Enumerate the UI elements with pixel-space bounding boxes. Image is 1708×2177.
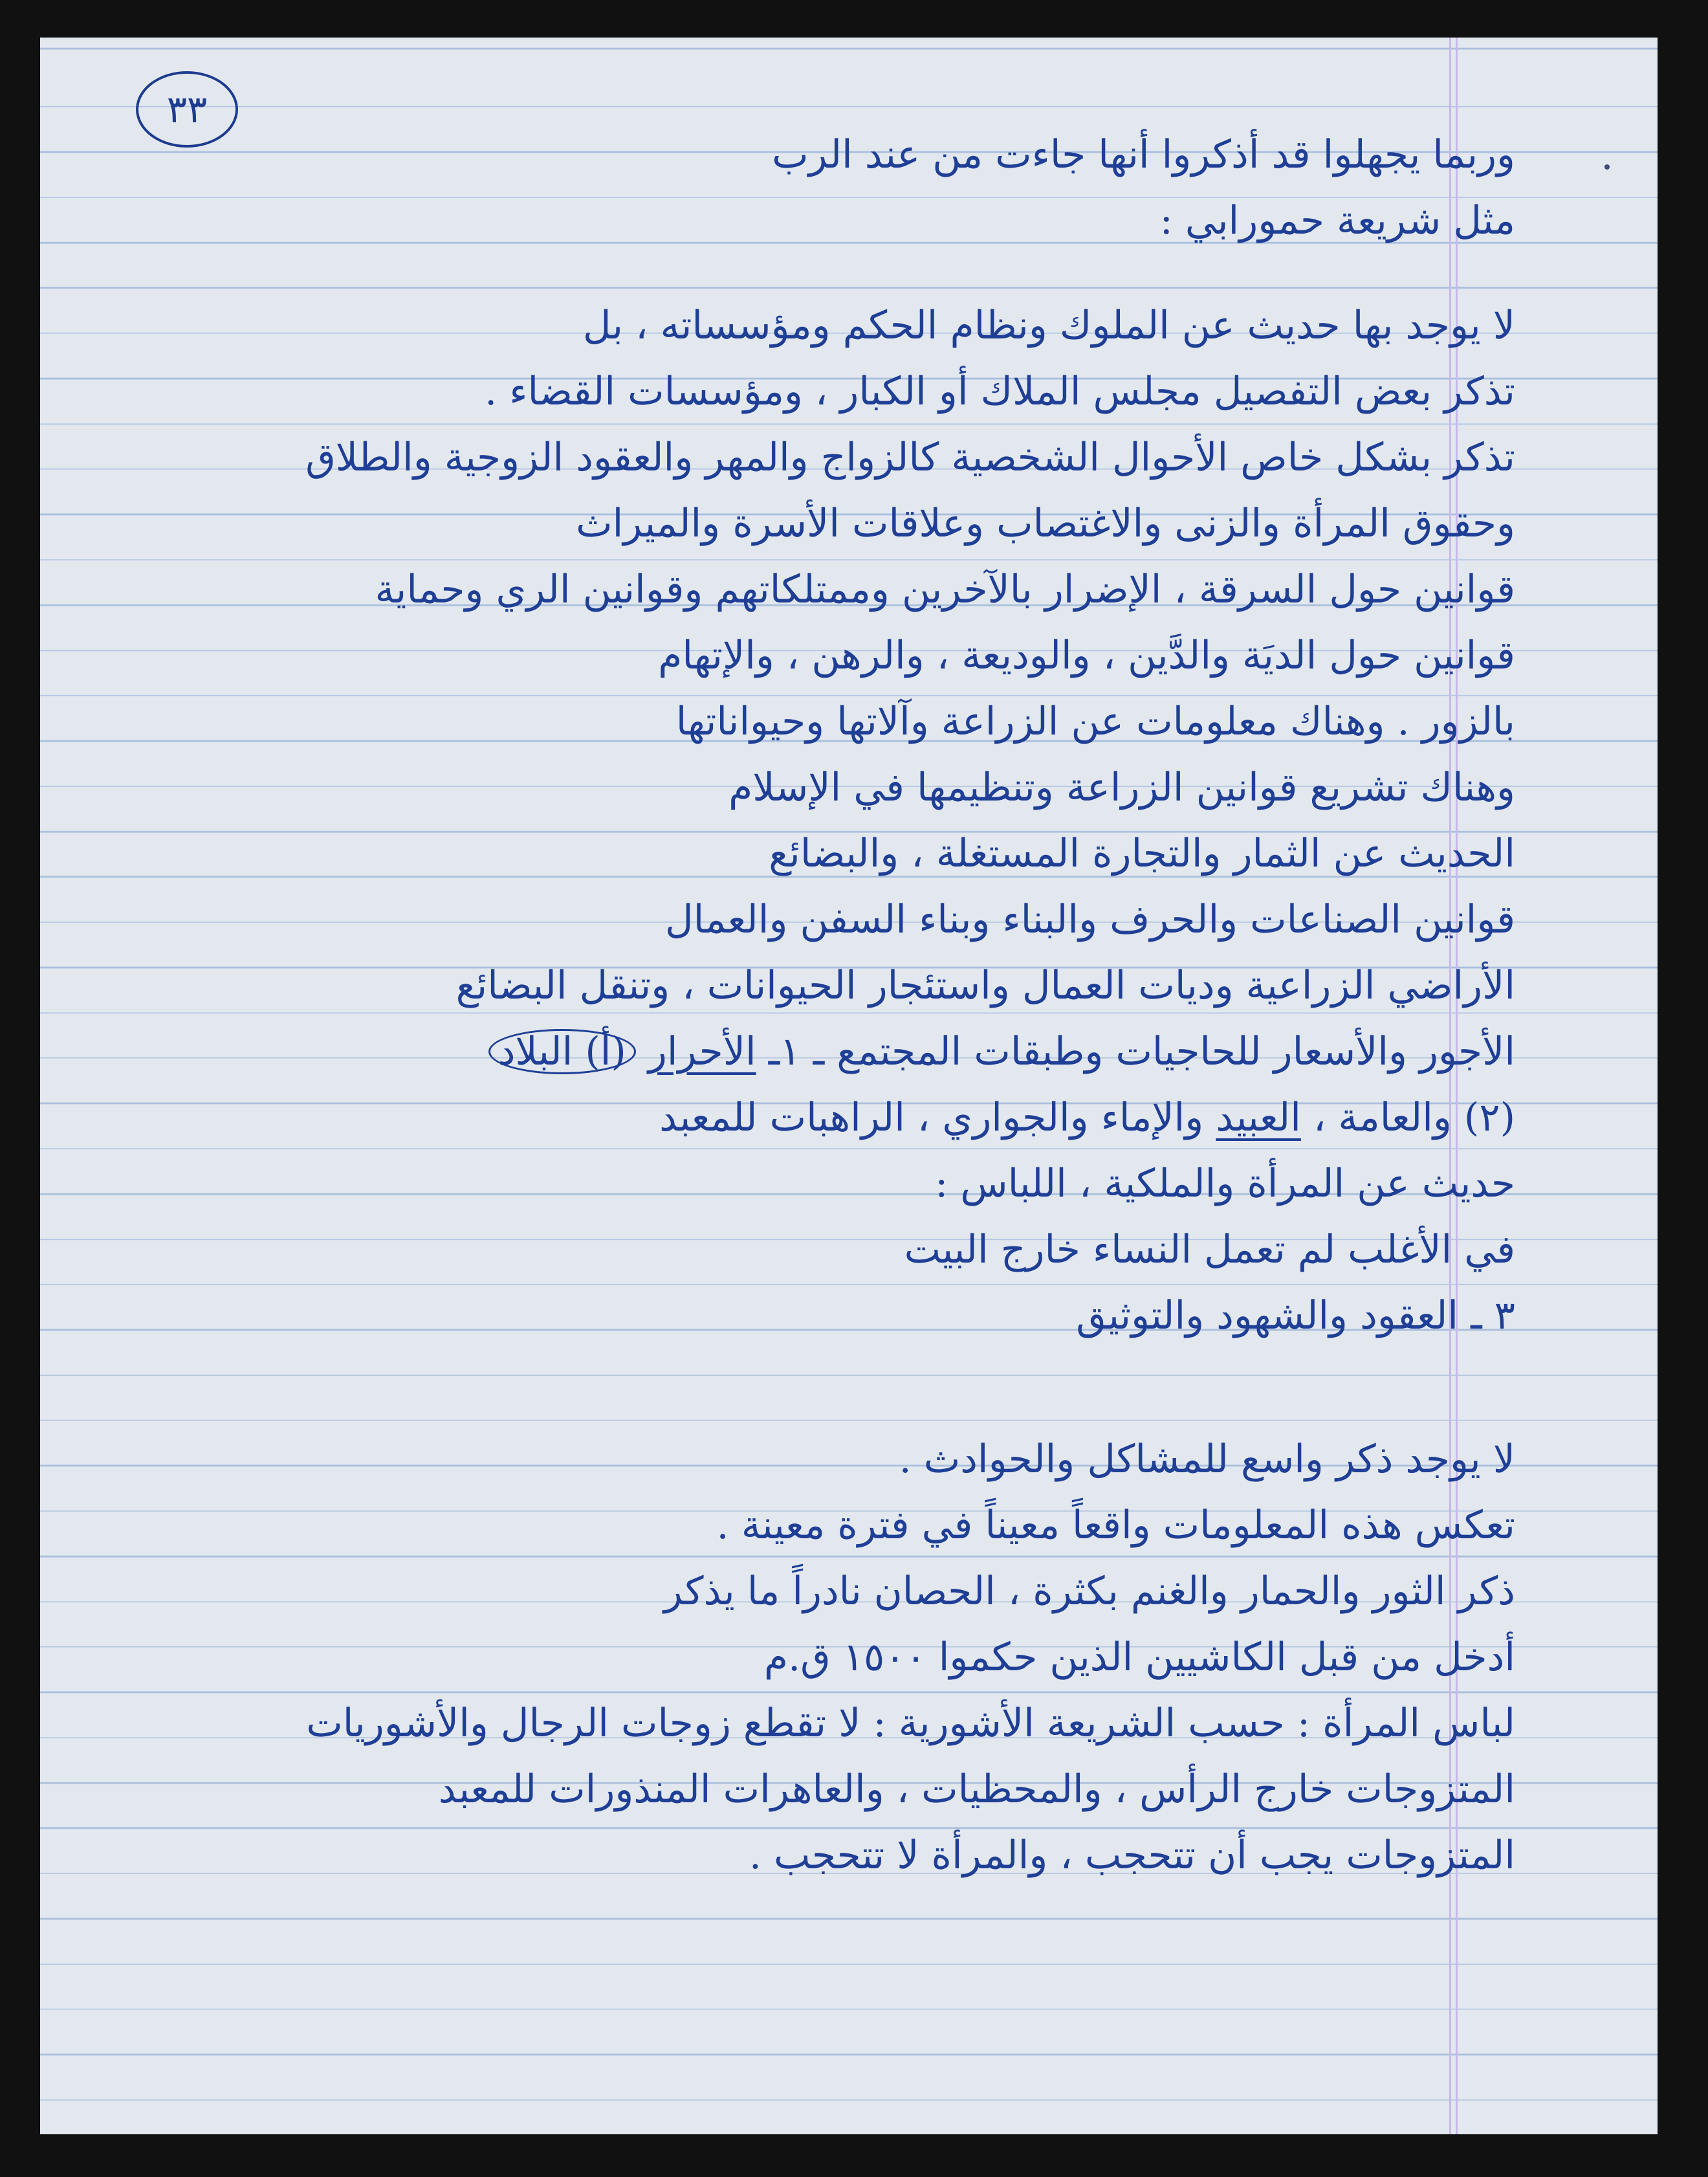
text-line: قوانين حول الديَة والدَّين ، والوديعة ، والرهن ، والإتهام (658, 633, 1515, 678)
text-line: وربما يجهلوا قد أذكروا أنها جاءت من عند الرب (772, 132, 1515, 177)
handwritten-text (118, 122, 1515, 1888)
text-line: المتزوجات يجب أن تتحجب ، والمرأة لا تتحجب . (749, 1833, 1515, 1878)
text-line: الأجور والأسعار للحاجيات وطبقات المجتمع ـ ١ـ الأحرار (أ) البلاد (118, 1019, 1515, 1085)
text-line: أدخل من قبل الكاشيين الذين حكموا ١٥٠٠ ق.م (763, 1635, 1515, 1680)
text-line: مثل شريعة حمورابي : (1159, 198, 1515, 243)
text-line: المتزوجات خارج الرأس ، والمحظيات ، والعاهرات المنذورات للمعبد (438, 1767, 1515, 1812)
circled-phrase: (أ) البلاد (488, 1029, 636, 1074)
text-line: لا يوجد بها حديث عن الملوك ونظام الحكم ومؤسساته ، بل (582, 303, 1515, 348)
text-line: بالزور . وهناك معلومات عن الزراعة وآلاتها وحيواناتها (675, 699, 1515, 744)
underlined-phrase: الأحرار (648, 1029, 756, 1074)
text-line: قوانين الصناعات والحرف والبناء وبناء السفن والعمال (665, 897, 1515, 942)
ink-dot (1604, 164, 1610, 170)
page-number: ٣٣ (166, 87, 208, 131)
text-line: لباس المرأة : حسب الشريعة الأشورية : لا تقطع زوجات الرجال والأشوريات (306, 1701, 1515, 1746)
text-line: تذكر بشكل خاص الأحوال الشخصية كالزواج والمهر والعقود الزوجية والطلاق (305, 435, 1515, 480)
text-line: قوانين حول السرقة ، الإضرار بالآخرين وممتلكاتهم وقوانين الري وحماية (375, 567, 1515, 612)
text-line: لا يوجد ذكر واسع للمشاكل والحوادث . (899, 1437, 1515, 1482)
underlined-phrase: العبيد (1216, 1095, 1301, 1140)
text-line: (٢) والعامة ، العبيد والإماء والجواري ، الراهبات للمعبد (659, 1095, 1515, 1140)
text-line: حديث عن المرأة والملكية ، اللباس : (935, 1161, 1515, 1206)
text-line: تذكر بعض التفصيل مجلس الملاك أو الكبار ، ومؤسسات القضاء . (485, 369, 1515, 414)
text-line: في الأغلب لم تعمل النساء خارج البيت (904, 1227, 1515, 1272)
text-line: الأراضي الزراعية وديات العمال واستئجار الحيوانات ، وتنقل البضائع (455, 963, 1515, 1008)
text-line: الحديث عن الثمار والتجارة المستغلة ، والبضائع (769, 831, 1515, 876)
text-line: ٣ ـ العقود والشهود والتوثيق (1076, 1293, 1515, 1338)
text-line: وهناك تشريع قوانين الزراعة وتنظيمها في الإسلام (728, 765, 1515, 810)
text-line: ذكر الثور والحمار والغنم بكثرة ، الحصان نادراً ما يذكر (663, 1569, 1515, 1614)
notebook-page (40, 38, 1658, 2134)
text-line: تعكس هذه المعلومات واقعاً معيناً في فترة معينة . (716, 1503, 1515, 1548)
text-line: وحقوق المرأة والزنى والاغتصاب وعلاقات الأسرة والميراث (576, 501, 1515, 546)
